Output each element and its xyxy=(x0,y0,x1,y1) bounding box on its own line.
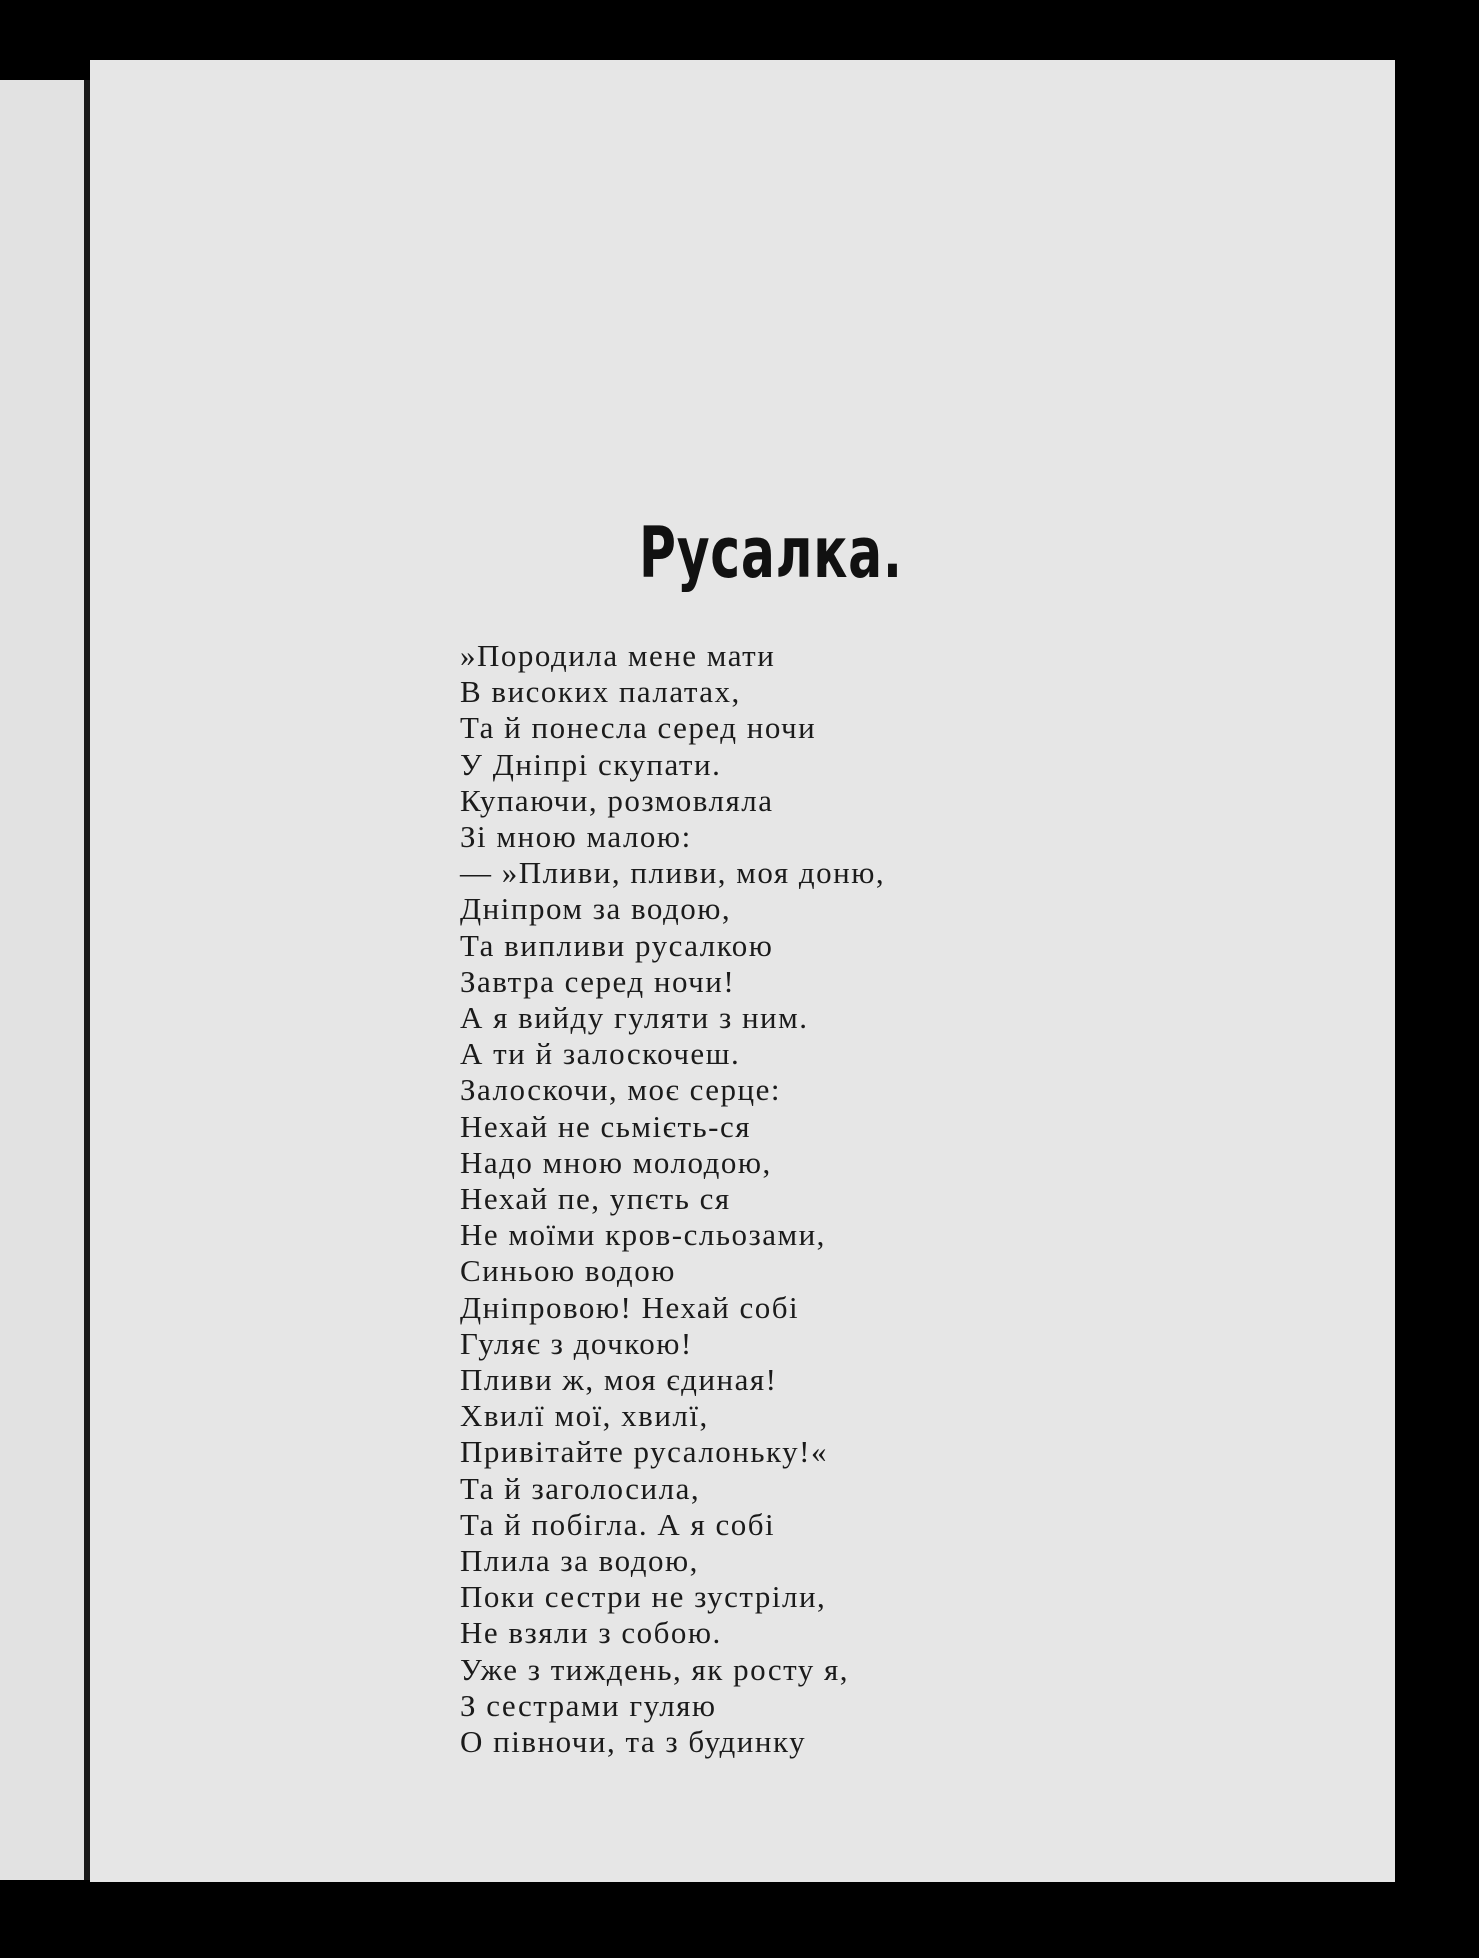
adjacent-page-edge xyxy=(0,80,90,1880)
poem-line: Та й понесла серед ночи xyxy=(460,710,817,746)
poem-line: »Породила мене мати xyxy=(460,638,776,673)
poem-line: В високих палатах, xyxy=(460,674,741,710)
poem-line: Не взяли з собою. xyxy=(460,1615,722,1651)
poem-line: Привітайте русалоньку!« xyxy=(460,1434,828,1470)
poem-line: А ти й залоскочеш. xyxy=(460,1036,741,1072)
poem-line: О півночи, та з будинку xyxy=(460,1724,807,1760)
poem-line: Купаючи, розмовляла xyxy=(460,782,774,818)
poem-line: Пливи ж, моя єдиная! xyxy=(460,1362,778,1398)
poem-line: Та й побігла. А я собі xyxy=(460,1506,776,1542)
poem-line: З сестрами гуляю xyxy=(460,1687,717,1723)
poem-text xyxy=(460,638,885,1760)
poem-line: Залоскочи, моє серце: xyxy=(460,1072,781,1108)
poem-line: Та випливи русалкою xyxy=(460,927,774,963)
poem-line: Не моїми кров-сльозами, xyxy=(460,1217,826,1253)
poem-line: Плила за водою, xyxy=(460,1543,699,1579)
poem-line: Синьою водою xyxy=(460,1253,676,1289)
poem-title: Русалка. xyxy=(639,512,903,594)
poem-line: Зі мною малою: xyxy=(460,819,692,855)
poem-line: Нехай не сьмієть-ся xyxy=(460,1108,751,1144)
poem-line: А я вийду гуляти з ним. xyxy=(460,1000,809,1036)
poem-line: Гуляє з дочкою! xyxy=(460,1325,693,1361)
book-page xyxy=(90,60,1395,1882)
poem-line: Дніпровою! Нехай собі xyxy=(460,1289,800,1325)
poem-line: Поки сестри не зустріли, xyxy=(460,1579,827,1615)
poem-line: Нехай пе, упєть ся xyxy=(460,1181,731,1217)
poem-line: Дніпром за водою, xyxy=(460,891,732,927)
poem-line: Хвилї мої, хвилї, xyxy=(460,1398,709,1434)
poem-line: Та й заголосила, xyxy=(460,1470,701,1506)
poem-line: Надо мною молодою, xyxy=(460,1144,772,1180)
poem-line: Уже з тиждень, як росту я, xyxy=(460,1651,850,1687)
poem-line: — »Пливи, пливи, моя доню, xyxy=(460,855,886,891)
poem-line: У Дніпрі скупати. xyxy=(460,746,722,782)
poem-line: Завтра серед ночи! xyxy=(460,963,736,999)
